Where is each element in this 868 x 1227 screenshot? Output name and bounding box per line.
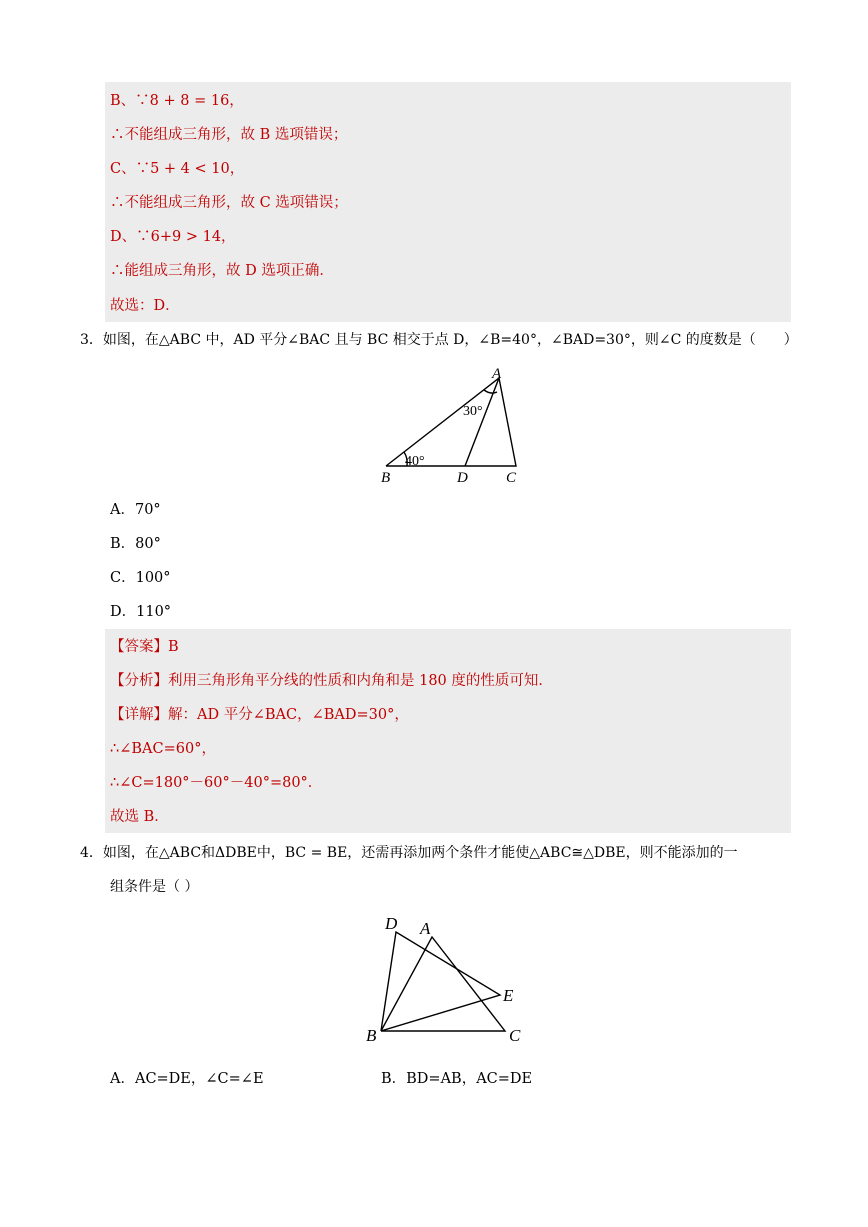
question-4-stem: 4．如图，在△ABC和ΔDBE中，BC = BE，还需再添加两个条件才能使△ABC≅△DBE，则不能添加的一 xyxy=(80,845,738,861)
analysis-text: 利用三角形角平分线的性质和内角和是 180 度的性质可知． xyxy=(168,673,553,689)
angle-label-30: 30° xyxy=(463,404,483,419)
solution-line: B、∵8 + 8 = 16， xyxy=(110,93,244,109)
angle-label-40: 40° xyxy=(405,454,425,469)
segment-ad xyxy=(465,378,499,466)
detail-text: 解：AD 平分∠BAC，∠BAD=30°， xyxy=(168,707,409,723)
angle-arc-b xyxy=(404,452,407,466)
triangle-dbe-q4 xyxy=(381,932,500,1031)
detail-line xyxy=(110,705,409,725)
label-c-q4: C xyxy=(509,1026,521,1045)
option-b: B．80° xyxy=(110,536,161,552)
solution-step: ∴∠C=180°－60°－40°=80°． xyxy=(110,775,323,791)
question-3-stem: 3．如图，在△ABC 中，AD 平分∠BAC 且与 BC 相交于点 D，∠B=40°，∠BAD=30°，则∠C 的度数是（ ） xyxy=(80,332,798,348)
solution-line: C、∵5 + 4 < 10， xyxy=(110,161,245,177)
label-a: A xyxy=(492,366,502,382)
label-d-q4: D xyxy=(385,914,398,933)
answer-tag: 【答案】 xyxy=(110,639,168,655)
solution-line: ∴能组成三角形，故 D 选项正确． xyxy=(110,263,334,279)
triangle-abc-q4 xyxy=(381,937,505,1031)
label-b: B xyxy=(381,470,391,486)
triangle-abc xyxy=(386,378,516,466)
angle-arc-a xyxy=(484,390,497,393)
solution-line: ∴不能组成三角形，故 C 选项错误； xyxy=(110,195,348,211)
label-b-q4: B xyxy=(366,1026,377,1045)
option-a: A．AC=DE，∠C=∠E xyxy=(110,1071,264,1087)
analysis-tag: 【分析】 xyxy=(110,673,168,689)
label-d: D xyxy=(457,470,468,486)
option-b: B．BD=AB，AC=DE xyxy=(381,1071,533,1087)
option-d: D．110° xyxy=(110,604,172,620)
solution-line: 故选：D． xyxy=(110,298,180,314)
answer-line xyxy=(110,637,179,657)
solution-conclusion: 故选 B． xyxy=(110,809,169,825)
label-c: C xyxy=(506,470,517,486)
answer-block-q3 xyxy=(105,629,791,833)
option-c: C．100° xyxy=(110,570,171,586)
solution-line: ∴不能组成三角形，故 B 选项错误； xyxy=(110,127,348,143)
label-e-q4: E xyxy=(503,986,514,1005)
solution-line: D、∵6+9 > 14， xyxy=(110,229,236,245)
option-a: A．70° xyxy=(110,502,161,518)
label-a-q4: A xyxy=(420,919,431,938)
detail-tag: 【详解】 xyxy=(110,707,168,723)
question-4-stem-cont: 组条件是（ ） xyxy=(110,879,199,895)
answer-value: B xyxy=(168,639,179,655)
solution-step: ∴∠BAC=60°， xyxy=(110,741,216,757)
analysis-line xyxy=(110,671,553,691)
